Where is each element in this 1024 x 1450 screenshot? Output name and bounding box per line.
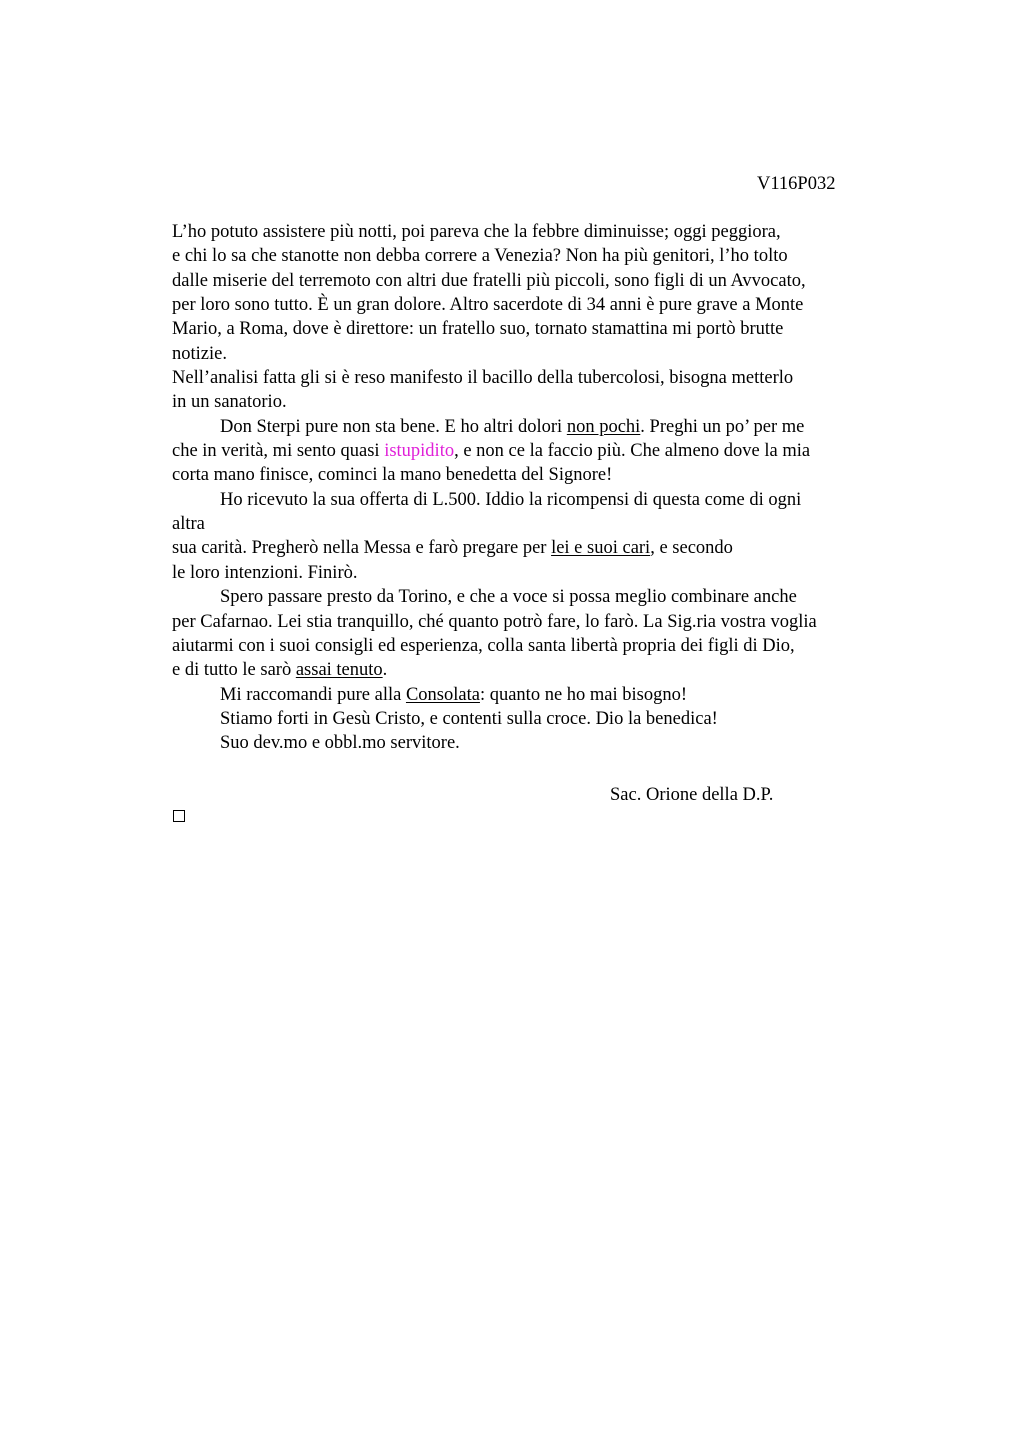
text-line: dalle miserie del terremoto con altri due fratelli più piccoli, sono figli di un Avvocato, (172, 270, 806, 291)
text-line: corta mano finisce, cominci la mano benedetta del Signore! (172, 465, 613, 486)
text-line: e di tutto le sarò assai tenuto. (172, 660, 388, 681)
text-line: altra (172, 514, 205, 535)
text-line: Don Sterpi pure non sta bene. E ho altri dolori non pochi. Preghi un po’ per me (220, 416, 805, 437)
underlined-phrase: assai tenuto (295, 660, 383, 681)
text-line: Mi raccomandi pure alla Consolata: quanto ne ho mai bisogno! (220, 684, 688, 705)
text-line: aiutarmi con i suoi consigli ed esperienza, colla santa libertà propria dei figli di Dio, (172, 635, 795, 656)
text-line: che in verità, mi sento quasi istupidito, e non ce la faccio più. Che almeno dove la mia (172, 441, 811, 462)
text-line: Stiamo forti in Gesù Cristo, e contenti sulla croce. Dio la benedica! (220, 708, 718, 729)
text-line: e chi lo sa che stanotte non debba correre a Venezia? Non ha più genitori, l’ho tolto (172, 246, 788, 267)
text-line: notizie. (172, 343, 227, 364)
underlined-phrase: lei e suoi cari (551, 538, 651, 559)
text-line: in un sanatorio. (172, 392, 287, 413)
highlighted-word: istupidito (384, 441, 455, 462)
text-line: L’ho potuto assistere più notti, poi pareva che la febbre diminuisse; oggi peggiora, (172, 222, 781, 242)
signature: Sac. Orione della D.P. (610, 785, 774, 805)
letter-body (172, 220, 932, 756)
text-line: Mario, a Roma, dove è direttore: un fratello suo, tornato stamattina mi portò brutte (172, 319, 784, 340)
text-line: Nell’analisi fatta gli si è reso manifesto il bacillo della tubercolosi, bisogna metterlo (172, 368, 794, 389)
closing-line: Suo dev.mo e obbl.mo servitore. (220, 733, 460, 754)
text-line: Ho ricevuto la sua offerta di L.500. Iddio la ricompensi di questa come di ogni (220, 489, 802, 510)
text-line: sua carità. Pregherò nella Messa e farò pregare per lei e suoi cari, e secondo (172, 538, 733, 559)
text-line: le loro intenzioni. Finirò. (172, 562, 358, 583)
text-line: Spero passare presto da Torino, e che a voce si possa meglio combinare anche (220, 587, 797, 608)
text-line: per Cafarnao. Lei stia tranquillo, ché quanto potrò fare, lo farò. La Sig.ria vostra voglia (172, 611, 817, 632)
text-line: per loro sono tutto. È un gran dolore. Altro sacerdote di 34 anni è pure grave a Monte (172, 295, 804, 316)
underlined-phrase: non pochi (566, 416, 641, 437)
underlined-phrase: Consolata (405, 684, 480, 705)
end-marker-box-icon (173, 810, 185, 822)
page-id: V116P032 (757, 174, 836, 194)
